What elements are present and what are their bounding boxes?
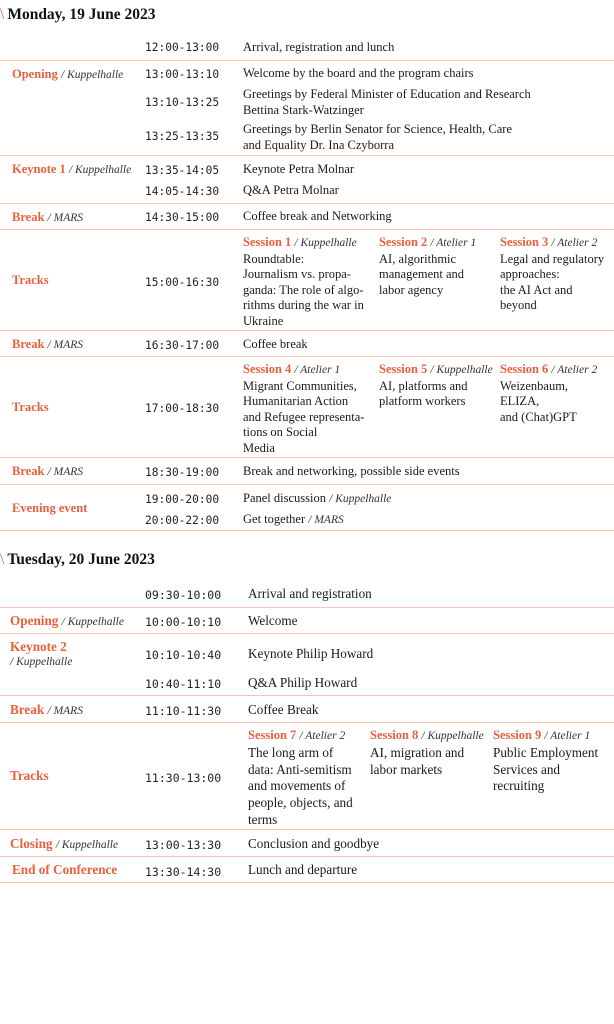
time-slot: 09:30-10:00	[145, 588, 222, 602]
time-slot: 13:35-14:05	[145, 164, 220, 177]
row-label-break: Break / MARS	[12, 464, 84, 478]
agenda-item: Greetings by Berlin Senator for Science, Health, Care and Equality Dr. Ina Czyborra	[243, 122, 513, 152]
separator	[0, 882, 614, 883]
separator	[0, 856, 614, 857]
time-slot: 10:40-11:10	[145, 677, 222, 691]
slash-mark: \	[0, 6, 5, 23]
session-3: Session 3 / Atelier 2 Legal and regulatory approaches: the AI Act and beyond	[500, 235, 605, 312]
session-8: Session 8 / Kuppelhalle AI, migration and labor markets	[370, 728, 484, 777]
row-label-keynote-2: Keynote 2	[10, 639, 67, 654]
row-label-closing: Closing / Kuppelhalle	[10, 836, 119, 851]
agenda-item: Coffee break and Networking	[243, 209, 392, 223]
time-slot: 11:30-13:00	[145, 771, 222, 785]
agenda-item: Coffee break	[243, 337, 308, 351]
agenda-item: Lunch and departure	[248, 862, 358, 877]
row-label-tracks: Tracks	[12, 273, 49, 287]
day-title-tuesday: \ Tuesday, 20 June 2023	[0, 551, 155, 568]
session-2: Session 2 / Atelier 1 AI, algorithmic management and labor agency	[379, 235, 477, 297]
time-slot: 10:00-10:10	[145, 615, 222, 629]
agenda-item: Q&A Petra Molnar	[243, 183, 339, 197]
time-slot: 13:00-13:10	[145, 68, 220, 81]
time-slot: 11:10-11:30	[145, 704, 222, 718]
time-slot: 15:00-16:30	[145, 276, 220, 289]
row-label-opening: Opening / Kuppelhalle	[10, 613, 124, 628]
separator	[0, 457, 614, 458]
day-title-monday: \ Monday, 19 June 2023	[0, 6, 156, 23]
time-slot: 20:00-22:00	[145, 514, 220, 527]
agenda-item: Coffee Break	[248, 702, 319, 717]
session-5: Session 5 / Kuppelhalle AI, platforms and platform workers	[379, 362, 493, 408]
time-slot: 16:30-17:00	[145, 339, 220, 352]
agenda-item: Keynote Petra Molnar	[243, 162, 355, 176]
row-label-tracks: Tracks	[12, 400, 49, 414]
time-slot: 12:00-13:00	[145, 41, 220, 54]
time-slot: 17:00-18:30	[145, 402, 220, 415]
agenda-item: Break and networking, possible side events	[243, 464, 460, 478]
time-slot: 14:05-14:30	[145, 185, 220, 198]
agenda-item: Arrival, registration and lunch	[243, 40, 395, 54]
agenda-item: Panel discussion / Kuppelhalle	[243, 491, 392, 505]
row-label-keynote-1: Keynote 1 / Kuppelhalle	[12, 162, 132, 176]
row-label-opening: Opening / Kuppelhalle	[12, 67, 124, 81]
session-4: Session 4 / Atelier 1 Migrant Communities, Humanitarian Action and Refugee representa- tions on Social Media	[243, 362, 365, 455]
separator	[0, 60, 614, 61]
session-9: Session 9 / Atelier 1 Public Employment Services and recruiting	[493, 728, 599, 794]
agenda-item: Welcome by the board and the program chairs	[243, 66, 474, 80]
agenda-item: Keynote Philip Howard	[248, 646, 374, 661]
agenda-item: Welcome	[248, 613, 298, 628]
row-label-end-of-conference: End of Conference	[12, 862, 118, 877]
time-slot: 14:30-15:00	[145, 211, 220, 224]
slash-mark: \	[0, 551, 5, 568]
separator	[0, 607, 614, 608]
separator	[0, 695, 614, 696]
separator	[0, 229, 614, 230]
row-label-break: Break / MARS	[12, 337, 84, 351]
row-label-break: Break / MARS	[12, 210, 84, 224]
separator	[0, 203, 614, 204]
separator	[0, 330, 614, 331]
time-slot: 13:00-13:30	[145, 838, 222, 852]
agenda-item: Get together / MARS	[243, 512, 344, 526]
separator	[0, 155, 614, 156]
separator	[0, 356, 614, 357]
separator	[0, 484, 614, 485]
time-slot: 19:00-20:00	[145, 493, 220, 506]
separator	[0, 530, 614, 531]
row-label-evening-event: Evening event	[12, 501, 88, 515]
session-6: Session 6 / Atelier 2 Weizenbaum, ELIZA, and (Chat)GPT	[500, 362, 598, 424]
time-slot: 13:30-14:30	[145, 865, 222, 879]
time-slot: 10:10-10:40	[145, 648, 222, 662]
time-slot: 13:10-13:25	[145, 96, 220, 109]
row-label-break: Break / MARS	[10, 702, 83, 717]
time-slot: 18:30-19:00	[145, 466, 220, 479]
row-label-tracks: Tracks	[10, 768, 49, 783]
session-1: Session 1 / Kuppelhalle Roundtable: Journalism vs. propa- ganda: The role of algo- rithms during the war in Ukraine	[243, 235, 364, 328]
agenda-item: Q&A Philip Howard	[248, 675, 358, 690]
agenda-item: Arrival and registration	[248, 586, 372, 601]
agenda-item: Greetings by Federal Minister of Education and Research Bettina Stark-Watzinger	[243, 87, 531, 117]
separator	[0, 722, 614, 723]
agenda-item: Conclusion and goodbye	[248, 836, 380, 851]
row-location: / Kuppelhalle	[10, 656, 73, 668]
session-7: Session 7 / Atelier 2 The long arm of data: Anti-semitism and movements of people, objects, and terms	[248, 728, 353, 827]
separator	[0, 829, 614, 830]
time-slot: 13:25-13:35	[145, 130, 220, 143]
separator	[0, 633, 614, 634]
